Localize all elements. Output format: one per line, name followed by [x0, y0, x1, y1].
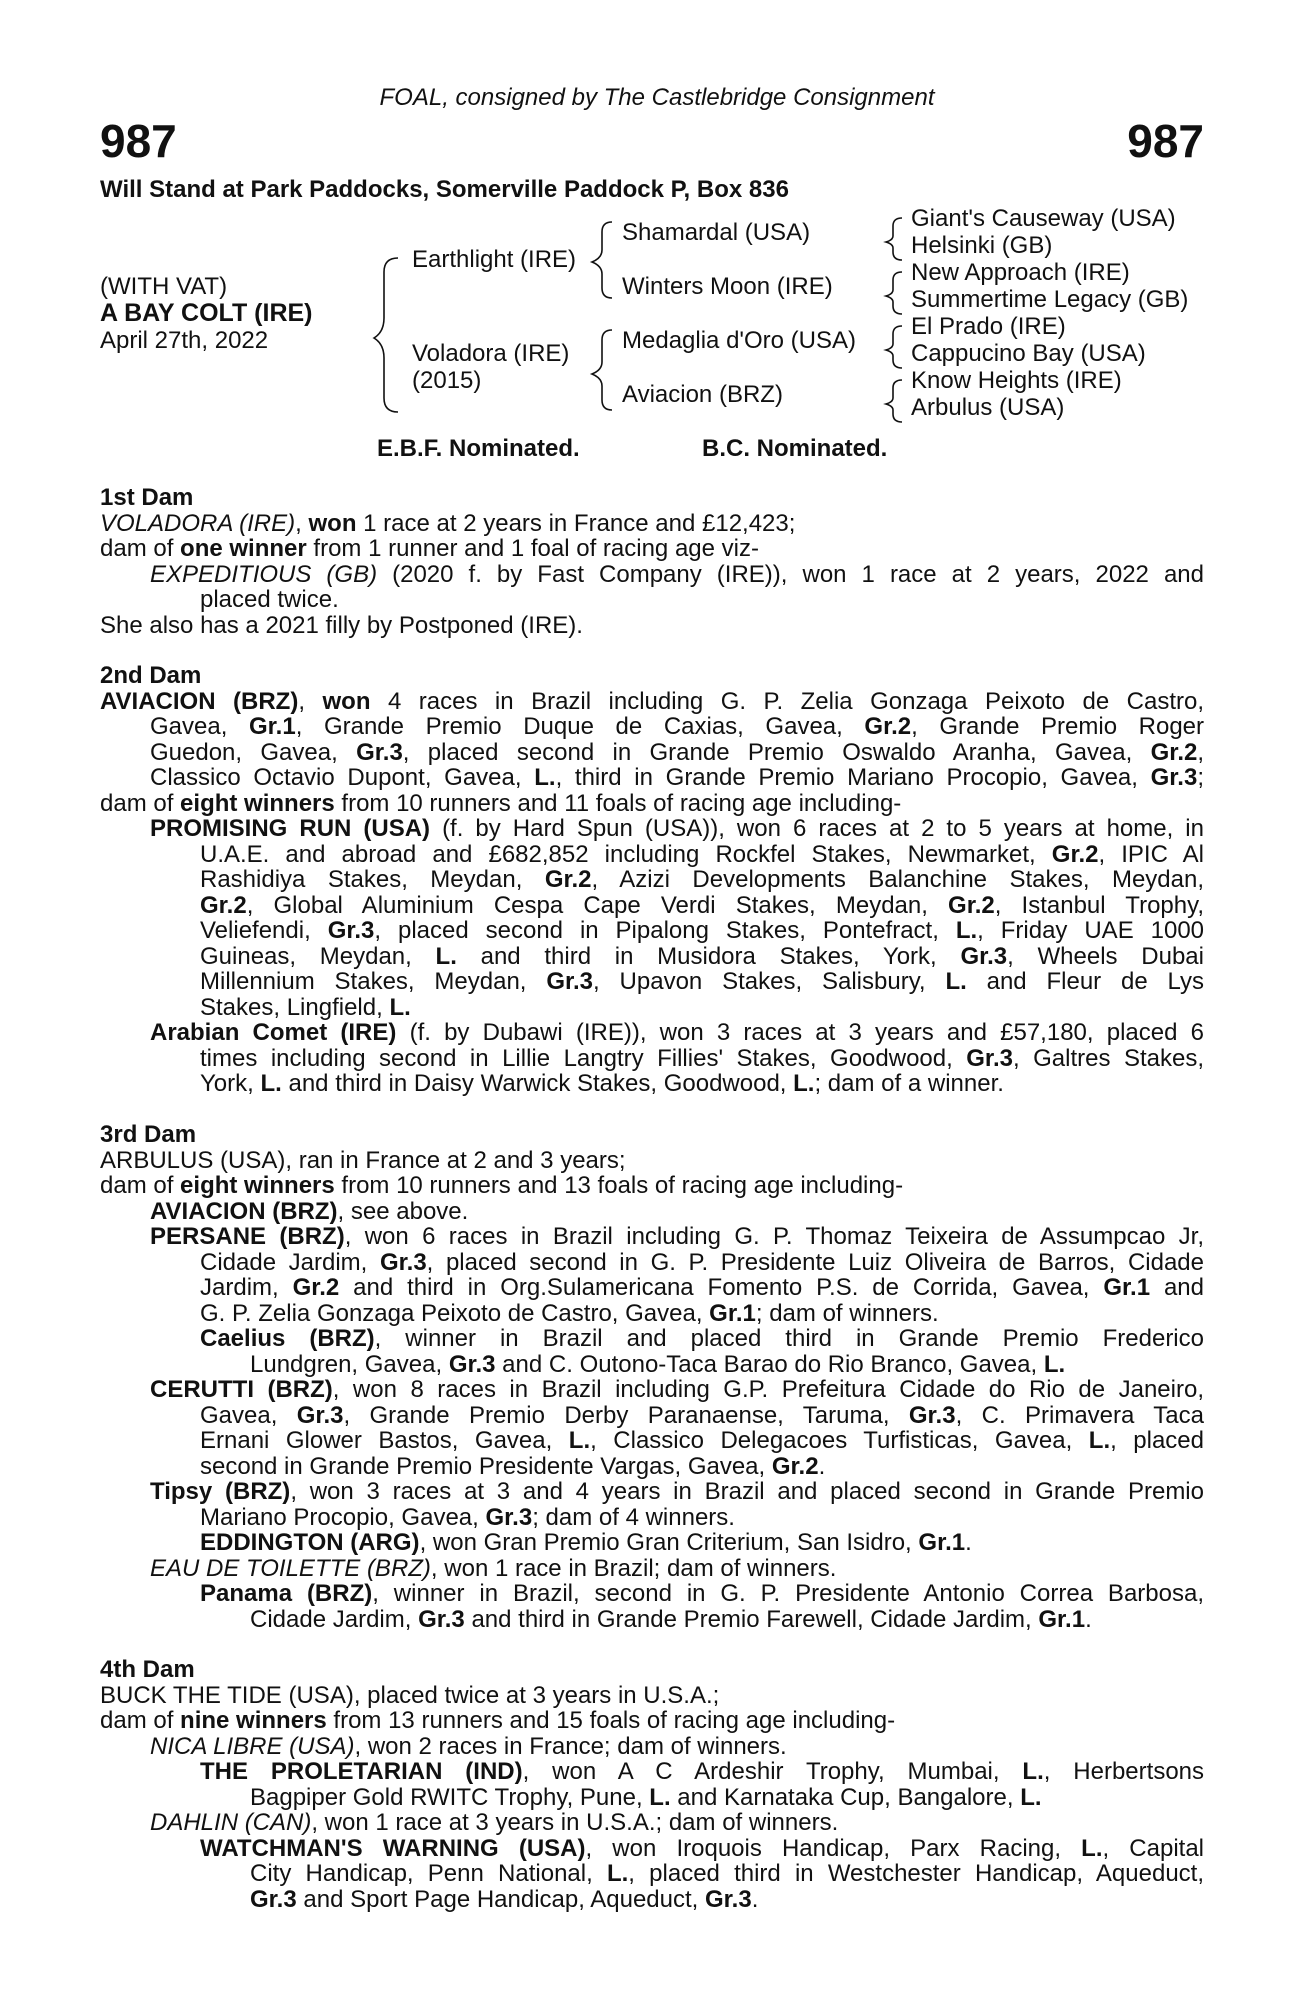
text-run: .	[818, 1452, 826, 1480]
text-run: , winner in Brazil, second in G. P. Presidente Antonio Correa Barbosa,	[372, 1580, 1204, 1607]
lot-number-right: 987	[1127, 115, 1204, 167]
text-run: (f. by Hard Spun (USA)), won 6 races at 2 to 5 years at home, in	[430, 815, 1204, 842]
ebf-nomination: E.B.F. Nominated.	[377, 435, 580, 462]
fourth-dam-section	[100, 1657, 1204, 1912]
progeny-entry-cont	[100, 995, 1204, 1021]
text-run: G. P. Zelia Gonzaga Peixoto de Castro, Gavea,	[200, 1299, 710, 1327]
text-run: Gr.3	[296, 1401, 344, 1429]
text-run: .	[751, 1885, 759, 1913]
text-run: L.	[1088, 1427, 1111, 1454]
text-run: Gr.3	[546, 968, 594, 995]
text-run: , Global Aluminium Cespa Cape Verdi Stakes, Meydan,	[246, 891, 949, 919]
lot-number-left: 987	[100, 115, 177, 167]
text-run: Gr.2	[1150, 738, 1198, 766]
text-run: Jardim,	[200, 1274, 293, 1301]
text-run: , won Iroquois Handicap, Parx Racing,	[585, 1834, 1082, 1862]
text-run: and C. Outono-Taca Barao do Rio Branco, Gavea,	[495, 1350, 1044, 1378]
text-run: L.	[945, 968, 967, 995]
text-run: Caelius (BRZ)	[200, 1325, 375, 1352]
text-run: , placed	[1110, 1427, 1204, 1454]
sire-sire: Shamardal (USA)	[622, 219, 811, 246]
section-heading: 3rd Dam	[100, 1121, 197, 1148]
text-run: and third in Grande Premio Farewell, Cidade Jardim,	[464, 1605, 1039, 1633]
text-run: won	[308, 509, 357, 537]
text-run: EAU DE TOILETTE (BRZ)	[150, 1554, 431, 1582]
text-run: VOLADORA (IRE)	[100, 509, 296, 537]
text-run: , placed second in G. P. Presidente Luiz Oliveira de Barros, Cidade	[426, 1248, 1204, 1276]
text-run: eight winners	[180, 1172, 335, 1199]
progeny-entry-cont	[100, 893, 1204, 919]
vat-note: (WITH VAT)	[100, 273, 228, 300]
text-run: , C. Primavera Taca	[955, 1401, 1205, 1429]
dam: Voladora (IRE)	[412, 340, 570, 367]
text-run: L.	[1043, 1350, 1066, 1378]
stand-location: Will Stand at Park Paddocks, Somerville Paddock P, Box 836	[100, 176, 789, 203]
text-run: NICA LIBRE (USA)	[150, 1732, 355, 1760]
text-run: Gr.3	[966, 1044, 1013, 1072]
text-run: from 1 runner and 1 foal of racing age viz-	[306, 535, 759, 562]
progeny-entry	[100, 1734, 1204, 1760]
text-run: one winner	[180, 535, 307, 562]
text-run: , Istanbul Trophy,	[994, 891, 1204, 919]
text-run: Lundgren, Gavea,	[250, 1350, 449, 1378]
text-run: DAHLIN (CAN)	[150, 1809, 312, 1836]
text-run: L.	[534, 764, 556, 791]
text-run: Gr.2	[948, 891, 995, 919]
text-run: , won 6 races in Brazil including G. P. Thomaz Teixeira de Assumpcao Jr,	[344, 1223, 1204, 1250]
progeny-entry	[100, 1530, 1204, 1556]
text-run: from 13 runners and 15 foals of racing age including-	[326, 1707, 896, 1734]
progeny-entry-cont	[100, 1607, 1204, 1633]
sire: Earthlight (IRE)	[412, 246, 577, 273]
text-run: Gavea,	[150, 713, 249, 740]
text-run: L.	[389, 993, 411, 1021]
ancestor-6: Cappucino Bay (USA)	[911, 340, 1146, 367]
ancestor-8: Arbulus (USA)	[911, 394, 1065, 421]
progeny-entry-cont	[100, 1403, 1204, 1429]
text-run: 1 race at 2 years in France and £12,423;	[356, 509, 796, 537]
progeny-entry	[100, 1326, 1204, 1352]
text-run: Gr.3	[250, 1885, 297, 1913]
text-run: Mariano Procopio, Gavea,	[200, 1503, 486, 1531]
dam-record	[100, 689, 1204, 715]
text-run: WATCHMAN'S WARNING (USA)	[200, 1834, 586, 1862]
ancestor-3: New Approach (IRE)	[911, 259, 1130, 286]
progeny-entry-cont	[100, 1505, 1204, 1531]
text-run: Gr.2	[544, 866, 592, 893]
text-run: Gr.3	[960, 942, 1008, 970]
text-run: Gr.1	[248, 713, 296, 740]
text-run: , won Gran Premio Gran Criterium, San Isidro,	[419, 1529, 919, 1556]
produce-summary	[100, 536, 1204, 562]
dam-sire: Medaglia d'Oro (USA)	[622, 327, 856, 354]
text-run: PROMISING RUN (USA)	[150, 815, 431, 842]
text-run: dam of	[100, 535, 181, 562]
text-run: , won 3 races at 3 and 4 years in Brazil and placed second in Grande Premio	[290, 1478, 1204, 1505]
produce-note: She also has a 2021 filly by Postponed (IRE).	[100, 611, 583, 639]
section-heading: 4th Dam	[100, 1656, 195, 1683]
dam-record	[100, 511, 1204, 537]
text-run: Gr.3	[485, 1503, 533, 1531]
text-run: ,	[295, 509, 309, 537]
progeny-entry-cont	[100, 1275, 1204, 1301]
text-run: PERSANE (BRZ)	[150, 1223, 345, 1250]
ancestor-2: Helsinki (GB)	[911, 232, 1053, 259]
text-run: , Grande Premio Derby Paranaense, Taruma,	[343, 1401, 909, 1429]
text-run: ;	[1197, 764, 1204, 791]
sire-dam: Winters Moon (IRE)	[622, 273, 833, 300]
text-run: EXPEDITIOUS (GB)	[150, 560, 378, 588]
progeny-entry	[100, 562, 1204, 588]
first-dam-section	[100, 485, 1204, 638]
text-run: L.	[649, 1783, 671, 1811]
text-run: , winner in Brazil and placed third in Grande Premio Frederico	[374, 1325, 1204, 1352]
text-run: , Capital	[1102, 1834, 1205, 1862]
progeny-entry-cont	[100, 1352, 1204, 1378]
progeny-entry-cont	[100, 1861, 1204, 1887]
progeny-entry	[100, 1377, 1204, 1403]
consigner-line: FOAL, consigned by The Castlebridge Consignment	[379, 84, 935, 111]
text-run: , Grande Premio Roger	[911, 713, 1205, 740]
text-run: .	[1085, 1605, 1092, 1633]
text-run: , Friday UAE 1000	[977, 917, 1205, 944]
produce-summary	[100, 791, 1204, 817]
dam-dam: Aviacion (BRZ)	[622, 381, 783, 408]
text-run: from 10 runners and 11 foals of racing age including-	[334, 789, 902, 817]
text-run: ; dam of winners.	[755, 1299, 939, 1327]
progeny-entry-cont	[100, 1250, 1204, 1276]
progeny-entry	[100, 1836, 1204, 1862]
ancestor-1: Giant's Causeway (USA)	[911, 205, 1176, 232]
text-run: eight winners	[180, 789, 335, 817]
ancestor-4: Summertime Legacy (GB)	[911, 286, 1189, 313]
brace-sire	[592, 222, 612, 298]
brace-dam	[592, 330, 612, 410]
progeny-entry-cont	[100, 1046, 1204, 1072]
text-run: L.	[435, 942, 457, 970]
text-run: , won 1 race at 3 years in U.S.A.; dam of winners.	[311, 1809, 839, 1836]
text-run: , Azizi Developments Balanchine Stakes, Meydan,	[591, 866, 1204, 893]
text-run: won	[322, 687, 371, 715]
text-run: AVIACION (BRZ)	[150, 1197, 338, 1225]
text-run: , IPIC Al	[1098, 840, 1204, 868]
dam-record-cont	[100, 740, 1204, 766]
progeny-entry	[100, 816, 1204, 842]
progeny-entry	[100, 1810, 1204, 1836]
third-dam-section	[100, 1122, 1204, 1632]
progeny-entry-cont	[100, 867, 1204, 893]
text-run: Ernani Glower Bastos, Gavea,	[200, 1427, 569, 1454]
text-run: dam of	[100, 789, 181, 817]
text-run: ; dam of a winner.	[814, 1070, 1004, 1097]
text-run: Gavea,	[200, 1401, 297, 1429]
text-run: Gr.3	[327, 917, 375, 944]
progeny-entry-cont	[100, 918, 1204, 944]
text-run: Gr.3	[418, 1605, 465, 1633]
text-run: and	[1150, 1274, 1204, 1301]
produce-summary	[100, 1173, 1204, 1199]
text-run: , Upavon Stakes, Salisbury,	[593, 968, 946, 995]
text-run: and third in Musidora Stakes, York,	[456, 942, 961, 970]
section-heading: 1st Dam	[100, 484, 194, 511]
dam-record-cont	[100, 765, 1204, 791]
text-run: Gr.1	[1038, 1605, 1086, 1633]
brace-main	[374, 258, 398, 412]
dam-record: BUCK THE TIDE (USA), placed twice at 3 years in U.S.A.;	[100, 1681, 720, 1709]
text-run: , third in Grande Premio Mariano Procopio, Gavea,	[555, 764, 1151, 791]
second-dam-section	[100, 663, 1204, 1097]
text-run: L.	[955, 917, 978, 944]
text-run: and third in Org.Sulamericana Fomento P.S. de Corrida, Gavea,	[339, 1274, 1104, 1301]
progeny-entry	[100, 1479, 1204, 1505]
text-run: and Karnataka Cup, Bangalore,	[670, 1783, 1021, 1811]
progeny-entry	[100, 1199, 1204, 1225]
text-run: dam of	[100, 1707, 181, 1734]
ancestor-5: El Prado (IRE)	[911, 313, 1066, 340]
text-run: City Handicap, Penn National,	[250, 1860, 607, 1887]
text-run: nine winners	[180, 1707, 327, 1734]
text-run: Rashidiya Stakes, Meydan,	[200, 866, 545, 893]
text-run: and Fleur de Lys	[966, 968, 1205, 995]
progeny-entry-cont: placed twice.	[200, 586, 339, 613]
text-run: , Wheels Dubai	[1007, 942, 1204, 970]
text-run: L.	[793, 1070, 815, 1097]
dam-record-cont	[100, 714, 1204, 740]
produce-summary	[100, 1708, 1204, 1734]
text-run: Gr.2	[1051, 840, 1099, 868]
text-run: Guineas, Meydan,	[200, 942, 436, 970]
text-run: ; dam of 4 winners.	[532, 1503, 735, 1531]
text-run: Gr.3	[356, 738, 403, 766]
text-run: L.	[1081, 1834, 1103, 1862]
ancestor-7: Know Heights (IRE)	[911, 367, 1122, 394]
text-run: Gr.2	[771, 1452, 819, 1480]
text-run: , see above.	[337, 1197, 469, 1225]
dam-year: (2015)	[412, 367, 482, 394]
progeny-entry	[100, 1020, 1204, 1046]
progeny-entry	[100, 1581, 1204, 1607]
text-run: Gr.3	[379, 1248, 427, 1276]
text-run: 4 races in Brazil including G. P. Zelia Gonzaga Peixoto de Castro,	[370, 687, 1204, 715]
progeny-entry	[100, 1224, 1204, 1250]
progeny-entry-cont	[100, 1785, 1204, 1811]
text-run: Panama (BRZ)	[200, 1580, 373, 1607]
section-heading: 2nd Dam	[100, 662, 202, 689]
text-run: , Classico Delegacoes Turfisticas, Gavea,	[590, 1427, 1089, 1454]
text-run: Gr.1	[918, 1529, 966, 1556]
text-run: from 10 runners and 13 foals of racing age including-	[334, 1172, 904, 1199]
bc-nomination: B.C. Nominated.	[702, 435, 888, 462]
text-run: (2020 f. by Fast Company (IRE)), won 1 race at 2 years, 2022 and	[377, 560, 1204, 588]
text-run: and third in Daisy Warwick Stakes, Goodwood,	[281, 1070, 794, 1097]
text-run: L.	[606, 1860, 629, 1887]
text-run: dam of	[100, 1172, 181, 1199]
text-run: , won A C Ardeshir Trophy, Mumbai,	[522, 1758, 1023, 1785]
text-run: and Sport Page Handicap, Aqueduct,	[296, 1885, 705, 1913]
progeny-entry-cont	[100, 1887, 1204, 1913]
text-run: Gr.1	[1103, 1274, 1151, 1301]
text-run: Guedon, Gavea,	[150, 738, 357, 766]
progeny-entry-cont	[100, 1301, 1204, 1327]
text-run: , won 1 race in Brazil; dam of winners.	[430, 1554, 837, 1582]
text-run: .	[965, 1529, 972, 1556]
text-run: times including second in Lillie Langtry Fillies' Stakes, Goodwood,	[200, 1044, 967, 1072]
text-run: Gr.3	[705, 1885, 752, 1913]
progeny-entry-cont	[100, 1428, 1204, 1454]
text-run: , won 2 races in France; dam of winners.	[354, 1732, 787, 1760]
text-run: second in Grande Premio Presidente Vargas, Gavea,	[200, 1452, 772, 1480]
text-run: L.	[1022, 1758, 1044, 1785]
brace-g1	[886, 218, 902, 260]
text-run: Gr.3	[908, 1401, 956, 1429]
dam-record: ARBULUS (USA), ran in France at 2 and 3 years;	[100, 1146, 626, 1174]
text-run: ,	[298, 687, 323, 715]
text-run: , placed second in Pipalong Stakes, Pontefract,	[374, 917, 956, 944]
text-run: Cidade Jardim,	[200, 1248, 380, 1276]
text-run: ,	[1197, 738, 1205, 766]
text-run: , Herbertsons	[1043, 1758, 1205, 1785]
progeny-entry-cont	[100, 1454, 1204, 1480]
text-run: (f. by Dubawi (IRE)), won 3 races at 3 years and £57,180, placed 6	[396, 1019, 1204, 1046]
progeny-entry-cont	[100, 944, 1204, 970]
lot-name: A BAY COLT (IRE)	[100, 299, 313, 327]
text-run: Classico Octavio Dupont, Gavea,	[150, 764, 535, 791]
text-run: , won 8 races in Brazil including G.P. Prefeitura Cidade do Rio de Janeiro,	[332, 1376, 1204, 1403]
foaling-date: April 27th, 2022	[100, 327, 269, 354]
text-run: , placed second in Grande Premio Oswaldo Aranha, Gavea,	[402, 738, 1151, 766]
text-run: York,	[200, 1070, 261, 1097]
progeny-entry	[100, 1759, 1204, 1785]
text-run: L.	[1020, 1783, 1042, 1811]
text-run: L.	[260, 1070, 282, 1097]
brace-g4	[886, 380, 902, 422]
text-run: Cidade Jardim,	[250, 1605, 419, 1633]
brace-g3	[886, 326, 902, 368]
text-run: Arabian Comet (IRE)	[150, 1019, 397, 1046]
text-run: THE PROLETARIAN (IND)	[200, 1758, 523, 1785]
text-run: Stakes, Lingfield,	[200, 993, 390, 1021]
text-run: , Grande Premio Duque de Caxias, Gavea,	[295, 713, 865, 740]
text-run: EDDINGTON (ARG)	[200, 1529, 420, 1556]
text-run: Bagpiper Gold RWITC Trophy, Pune,	[250, 1783, 650, 1811]
brace-g2	[886, 272, 902, 314]
text-run: Gr.3	[448, 1350, 496, 1378]
text-run: Gr.2	[292, 1274, 340, 1301]
text-run: , Galtres Stakes,	[1012, 1044, 1204, 1072]
text-run: AVIACION (BRZ)	[100, 687, 299, 715]
text-run: CERUTTI (BRZ)	[150, 1376, 333, 1403]
text-run: Tipsy (BRZ)	[150, 1478, 291, 1505]
text-run: U.A.E. and abroad and £682,852 including Rockfel Stakes, Newmarket,	[200, 840, 1052, 868]
text-run: Millennium Stakes, Meydan,	[200, 968, 547, 995]
progeny-entry-cont	[100, 1071, 1204, 1097]
text-run: Gr.1	[709, 1299, 756, 1327]
text-run: Veliefendi,	[200, 917, 328, 944]
text-run: , placed third in Westchester Handicap, Aqueduct,	[628, 1860, 1204, 1887]
text-run: Gr.2	[200, 891, 247, 919]
progeny-entry	[100, 1556, 1204, 1582]
text-run: L.	[568, 1427, 591, 1454]
progeny-entry-cont	[100, 969, 1204, 995]
text-run: Gr.2	[864, 713, 912, 740]
progeny-entry-cont	[100, 842, 1204, 868]
text-run: Gr.3	[1150, 764, 1198, 791]
